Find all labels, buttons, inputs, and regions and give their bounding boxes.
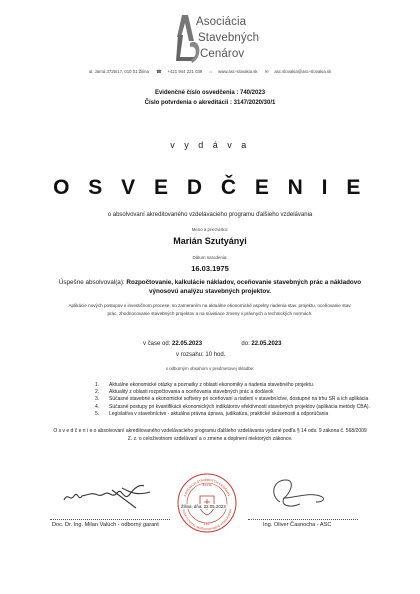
stamp-text-top: ASOCIÁCIA STAVEBNÝCH CENÁROV (183, 477, 231, 498)
legal-line-2: Z. z. o celoživotnom vzdelávaní a o zmene a doplnení niektorých zákonov. (127, 436, 293, 442)
time-to-label: do: (241, 341, 250, 347)
description-line-2: prác, zhodnocovanie stavebných projektov a na súvisiace zmeny v právnych a technických normách. (107, 311, 313, 316)
contact-phone: +421 944 221 039 (167, 69, 203, 74)
time-range (143, 341, 281, 347)
range-value: 10 hod. (205, 352, 226, 358)
module-item: 2. Aktuality z oblasti rozpočtovania a oceňovania stavebných prác a dodávok (95, 389, 274, 396)
stamp-text-bottom: POSKYTOVATEĽ AKREDITOVANÉHO VZDELÁVANIA (181, 508, 233, 532)
certificate-title: O S V E D Č E N I E (53, 176, 367, 199)
official-stamp (176, 472, 238, 534)
time-from: 22.05.2023 (172, 341, 203, 347)
module-item: 4. Súčasné postupy pri kvantifikácii ekonomických indikátorov efektívnosti stavebných projektov (aplikácia metódy CBA). (95, 403, 370, 410)
modules-label: s odborným obsahom v predmetovej skladbe: (165, 366, 255, 371)
evidence-number: Evidenčné číslo osvedčenia : 740/2023 (154, 90, 266, 96)
module-item: 5. Legislatíva v stavebníctve - aktuálna právna úprava, judikatúra, praktické skúsenosti a odporúčania (95, 410, 329, 417)
stamp-date: Žilina, dňa: 22.05.2023 (181, 504, 226, 509)
right-signature-line (248, 519, 358, 520)
phone-icon: ☎ (156, 69, 162, 74)
right-signatory: Ing. Oliver Časnocha - ASC (263, 522, 332, 528)
left-signatory: Doc. Dr. Ing. Milan Valúch - odborný garant (52, 522, 159, 528)
birth-label: Dátum narodenia: (192, 255, 228, 260)
recipient-name: Marián Szutyányi (173, 236, 247, 246)
range-label: v rozsahu: (176, 352, 204, 358)
completed-prefix: Úspešne absolvoval(a): (58, 279, 125, 286)
contact-email[interactable]: asc.slovakia@asc-slovakia.sk (274, 69, 332, 74)
asc-logo (168, 13, 298, 69)
program-line: o absolvovaní akreditovaného vzdelávacieho programu ďalšieho vzdelávania (107, 212, 313, 218)
logo-line-2: Stavebných (198, 32, 260, 44)
module-item: 1. Aktuálne ekonomické otázky a poznatky z oblasti ekonomiky a riadenia stavebného projektu. (95, 382, 315, 388)
program-title-part-2: výnosovú analýzu stavebných projektov. (148, 288, 271, 295)
name-label: Meno a priezvisko: (191, 227, 229, 232)
description-line-1: Aplikácie nových postupov v investičnom procese, so zameraním na aktuálne ekonomické aspekty riadenia stav. projektu, oceňovanie stav. (68, 303, 352, 308)
completed-program-line-1 (0, 279, 420, 286)
contact-line (0, 69, 420, 75)
program-title-part-1: Rozpočtovanie, kalkulácie nákladov, oceňovanie stavebných prác a nákladovo (126, 279, 362, 286)
time-to: 22.05.2023 (251, 341, 282, 347)
module-item: 3. Súčasné stavebné a ekonomické softvéry pri oceňovaní a riadení v stavebníctve, dostupné na trhu SR a ich aplikácia (95, 396, 369, 403)
time-extent (176, 352, 225, 358)
issues-heading: v y d á v a (170, 140, 250, 150)
contact-address: ul. Jarná 3725/17, 010 01 Žilina (88, 69, 149, 74)
logo-line-3: Cenárov (200, 48, 245, 60)
modules-list (95, 382, 375, 418)
mail-icon: ✉ (264, 69, 269, 74)
left-signature-line (50, 519, 170, 520)
stamp-number: 3147 (203, 522, 211, 526)
birth-date: 16.03.1975 (191, 264, 229, 273)
stamp-city: ŽILINA (202, 483, 212, 487)
contact-web[interactable]: www.asc-slovakia.sk (218, 69, 258, 74)
right-signature-image (260, 472, 340, 514)
logo-line-1: Asociácia (196, 16, 247, 28)
web-icon: ⌂ (209, 69, 213, 74)
accreditation-number: Číslo potvrdenia o akreditácii : 3147/2020/30/1 (144, 100, 276, 106)
time-from-label: v čase od: (143, 341, 171, 347)
left-signature-image (60, 478, 160, 514)
legal-line-1: O s v e d č e n i e o absolvovaní akreditovaného vzdelávacieho programu ďalšieho vzdelávania vydané podľa § 14 ods. 9 zákona č. 568/2009 (53, 428, 367, 434)
